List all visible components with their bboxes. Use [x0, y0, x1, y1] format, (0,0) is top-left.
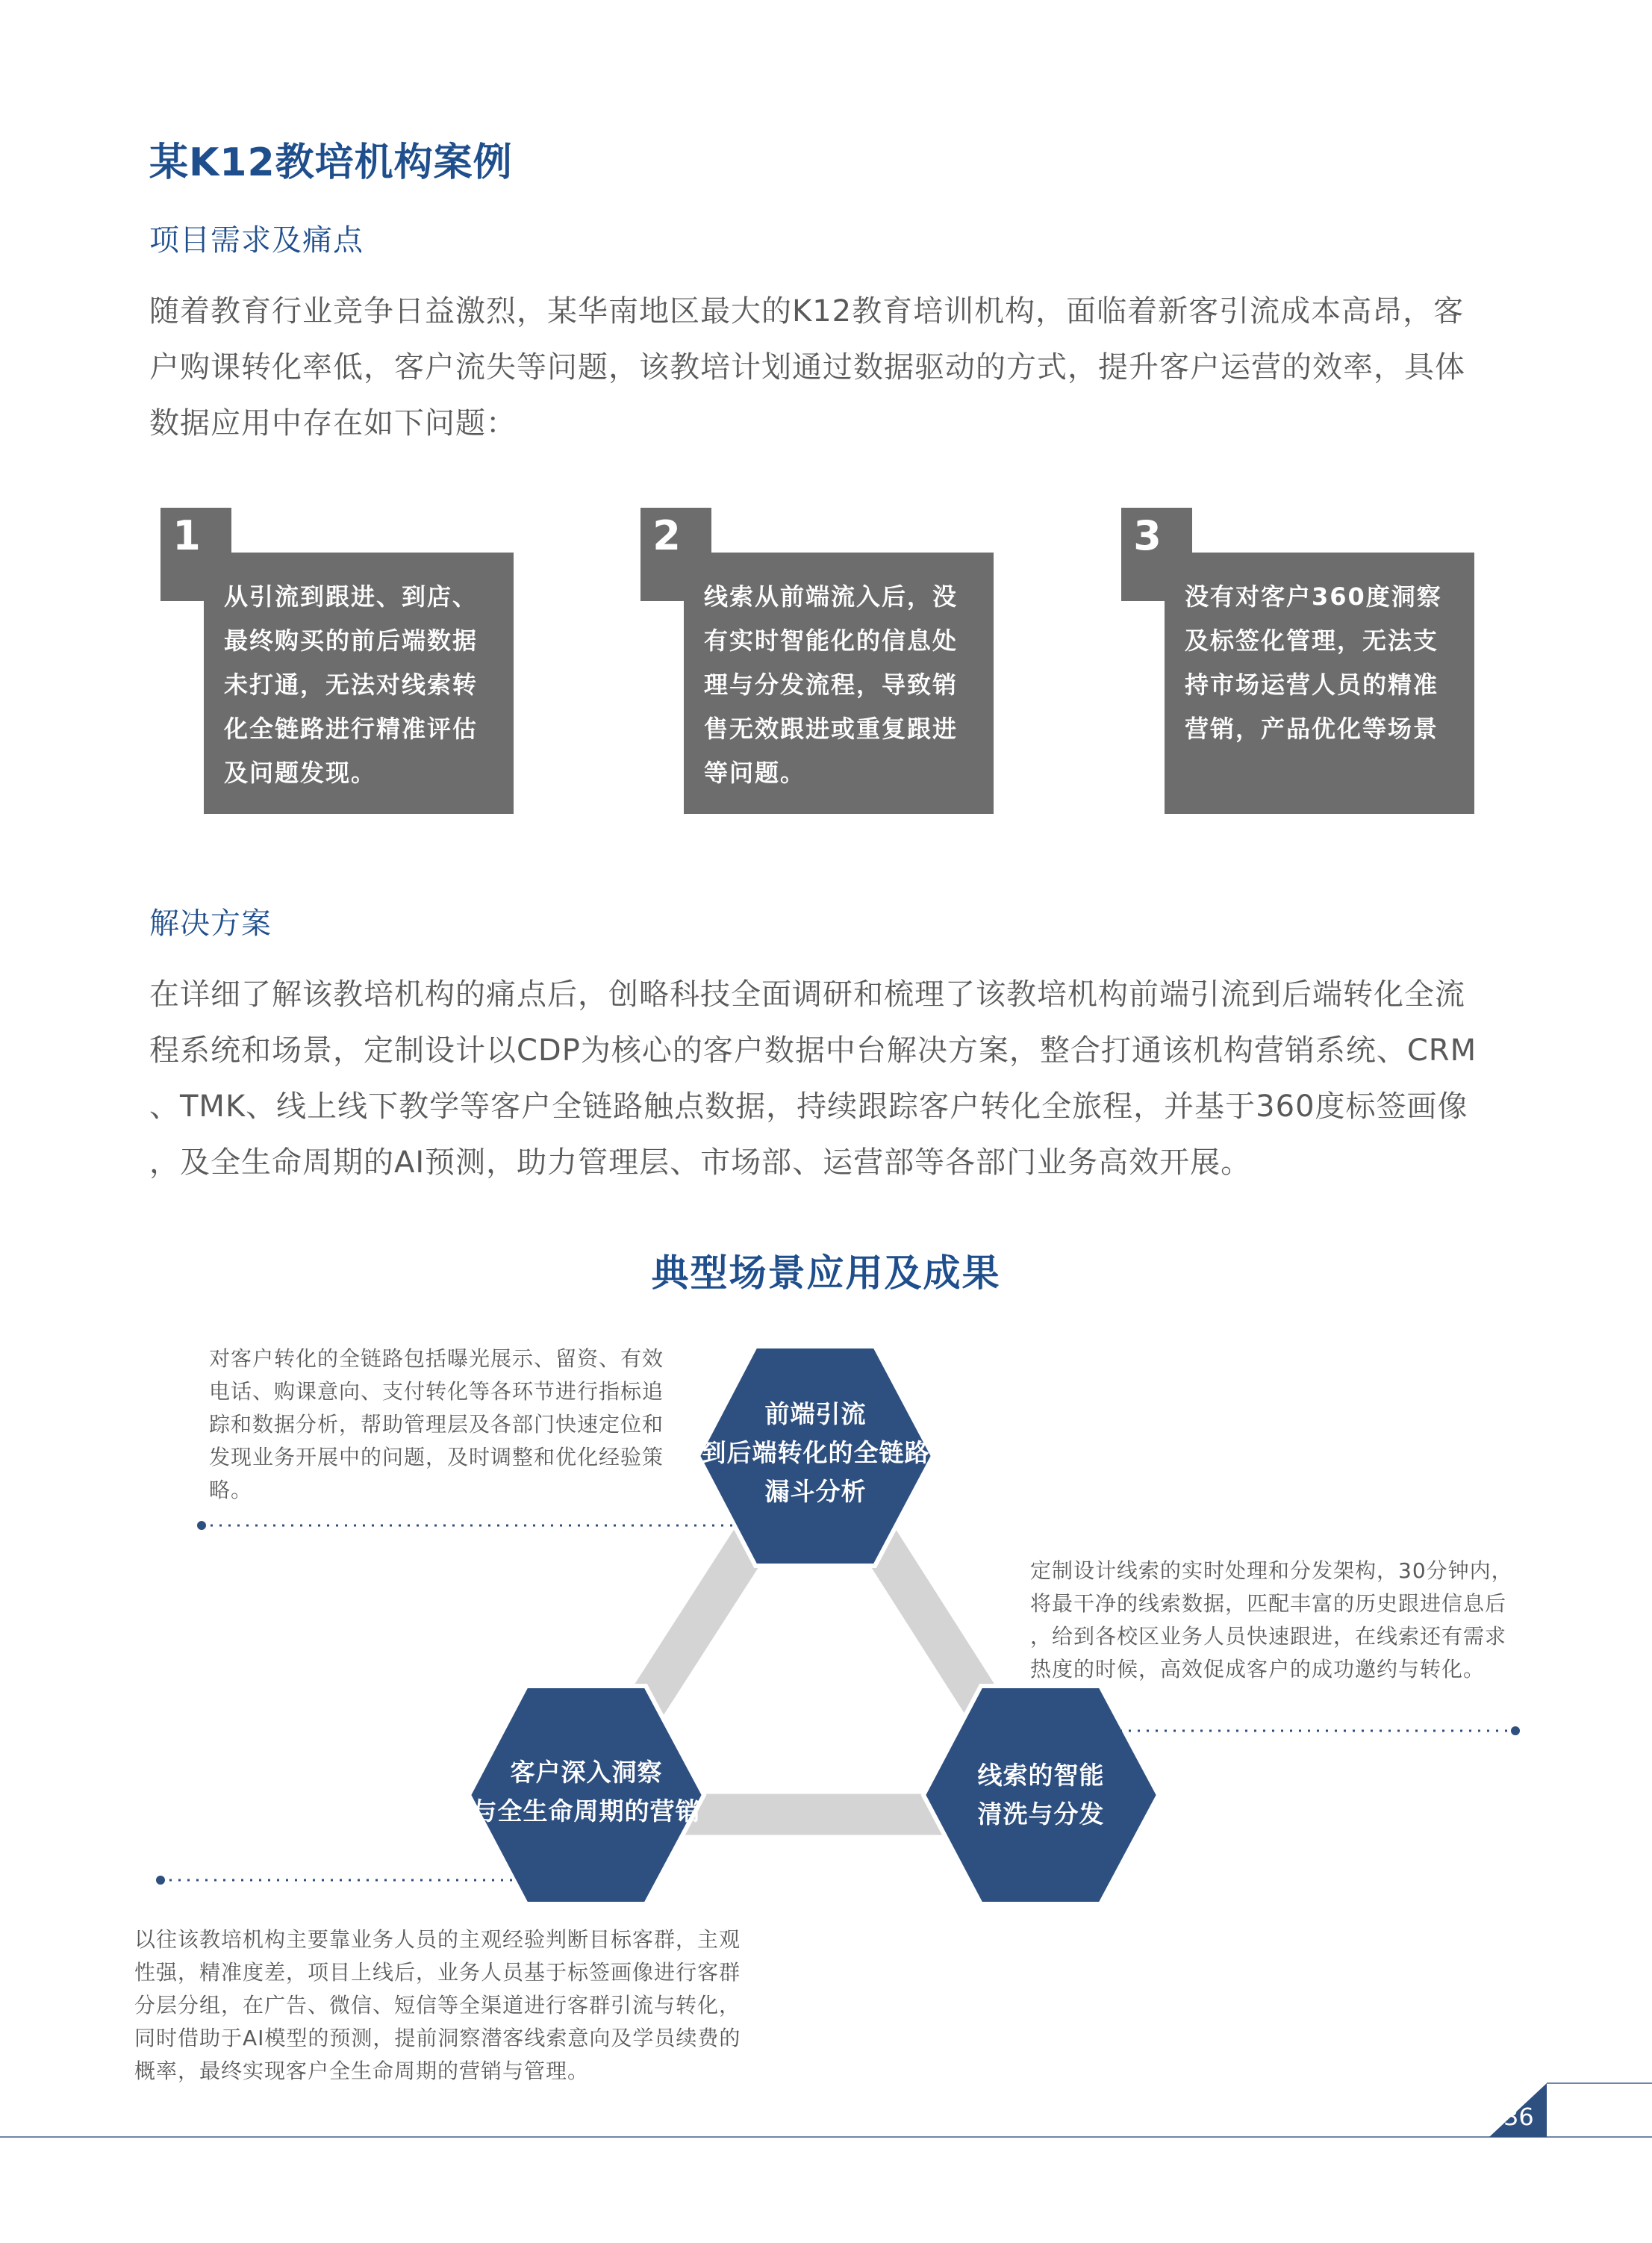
hex-label-leads	[923, 1756, 1159, 1834]
card-number: 3	[1133, 512, 1162, 559]
card-line: 营销，产品优化等场景	[1185, 715, 1439, 743]
note-leads	[1030, 1555, 1538, 1686]
hex-label-line: 与全生命周期的营销	[472, 1796, 701, 1826]
paragraph-line: 程系统和场景，定制设计以CDP为核心的客户数据中台解决方案，整合打通该机构营销系统、CRM	[149, 1033, 1477, 1068]
note-line: 同时借助于AI模型的预测，提前洞察潜客线索意向及学员续费的	[134, 2026, 741, 2050]
card-line: 及问题发现。	[224, 759, 377, 787]
note-line: 对客户转化的全链路包括曝光展示、留资、有效	[209, 1346, 664, 1371]
note-line: 分层分组，在广告、微信、短信等全渠道进行客群引流与转化，	[134, 1993, 741, 2018]
note-line: 热度的时候，高效促成客户的成功邀约与转化。	[1030, 1657, 1486, 1682]
diagram-title: 典型场景应用及成果	[651, 1251, 1001, 1295]
note-line: 电话、购课意向、支付转化等各环节进行指标追	[209, 1379, 664, 1404]
card-line: 及标签化管理，无法支	[1185, 626, 1439, 655]
card-line: 等问题。	[704, 759, 806, 787]
leader-dot-right	[1511, 1726, 1520, 1735]
note-line: 定制设计线索的实时处理和分发架构，30分钟内，	[1030, 1558, 1513, 1583]
paragraph-line: 、TMK、线上线下教学等客户全链路触点数据，持续跟踪客户转化全旅程，并基于360度标签画像	[149, 1089, 1468, 1124]
note-line: 以往该教培机构主要靠业务人员的主观经验判断目标客群，主观	[134, 1927, 741, 1952]
card-number: 1	[172, 512, 201, 559]
card-number: 2	[652, 512, 681, 559]
hex-label-line: 前端引流	[764, 1399, 867, 1428]
card-line: 售无效跟进或重复跟进	[704, 715, 959, 743]
card-line: 持市场运营人员的精准	[1185, 671, 1439, 699]
note-insight	[134, 1923, 754, 2088]
card-line: 理与分发流程，导致销	[704, 671, 959, 699]
card-line: 化全链路进行精准评估	[224, 715, 479, 743]
note-line: 踪和数据分析，帮助管理层及各部门快速定位和	[209, 1412, 664, 1437]
hex-label-insight	[469, 1753, 704, 1831]
card-line: 最终购买的前后端数据	[224, 626, 479, 655]
note-line: 概率，最终实现客户全生命周期的营销与管理。	[134, 2059, 590, 2083]
page-title: 某K12教培机构案例	[149, 140, 513, 185]
hex-label-line: 到后端转化的全链路	[701, 1438, 930, 1467]
note-line: 发现业务开展中的问题，及时调整和优化经验策	[209, 1445, 664, 1469]
note-funnel	[209, 1343, 687, 1507]
paragraph-line: 在详细了解该教培机构的痛点后，创略科技全面调研和梳理了该教培机构前端引流到后端转化全流	[149, 977, 1465, 1012]
paragraph-line: 随着教育行业竞争日益激烈，某华南地区最大的K12教育培训机构，面临着新客引流成本高昂，客	[149, 294, 1465, 329]
paragraph-line: 数据应用中存在如下问题：	[149, 406, 517, 441]
section-heading-requirements: 项目需求及痛点	[149, 223, 364, 258]
leader-dot-bottom	[156, 1876, 165, 1885]
hex-label-line: 漏斗分析	[764, 1477, 867, 1506]
note-line: 将最干净的线索数据，匹配丰富的历史跟进信息后	[1030, 1591, 1507, 1616]
paragraph-line: ，及全生命周期的AI预测，助力管理层、市场部、运营部等各部门业务高效开展。	[149, 1145, 1252, 1180]
hex-label-line: 清洗与分发	[977, 1799, 1105, 1829]
leader-dot-top	[197, 1521, 206, 1530]
card-line: 没有对客户360度洞察	[1185, 582, 1442, 611]
section-heading-solution: 解决方案	[149, 906, 272, 941]
card-line: 从引流到跟进、到店、	[224, 582, 479, 611]
note-line: ，给到各校区业务人员快速跟进，在线索还有需求	[1030, 1624, 1507, 1649]
card-line: 线索从前端流入后，没	[704, 582, 959, 611]
card-line: 未打通，无法对线索转	[224, 671, 479, 699]
card-line: 有实时智能化的信息处	[704, 626, 959, 655]
page-number: 36	[1503, 2103, 1534, 2131]
hex-label-line: 客户深入洞察	[510, 1758, 663, 1787]
hex-label-line: 线索的智能	[977, 1761, 1105, 1790]
paragraph-line: 户购课转化率低，客户流失等问题，该教培计划通过数据驱动的方式，提升客户运营的效率，具体	[149, 350, 1465, 385]
note-line: 略。	[209, 1478, 253, 1502]
hex-label-funnel	[698, 1395, 933, 1511]
note-line: 性强，精准度差，项目上线后，业务人员基于标签画像进行客群	[134, 1960, 741, 1985]
